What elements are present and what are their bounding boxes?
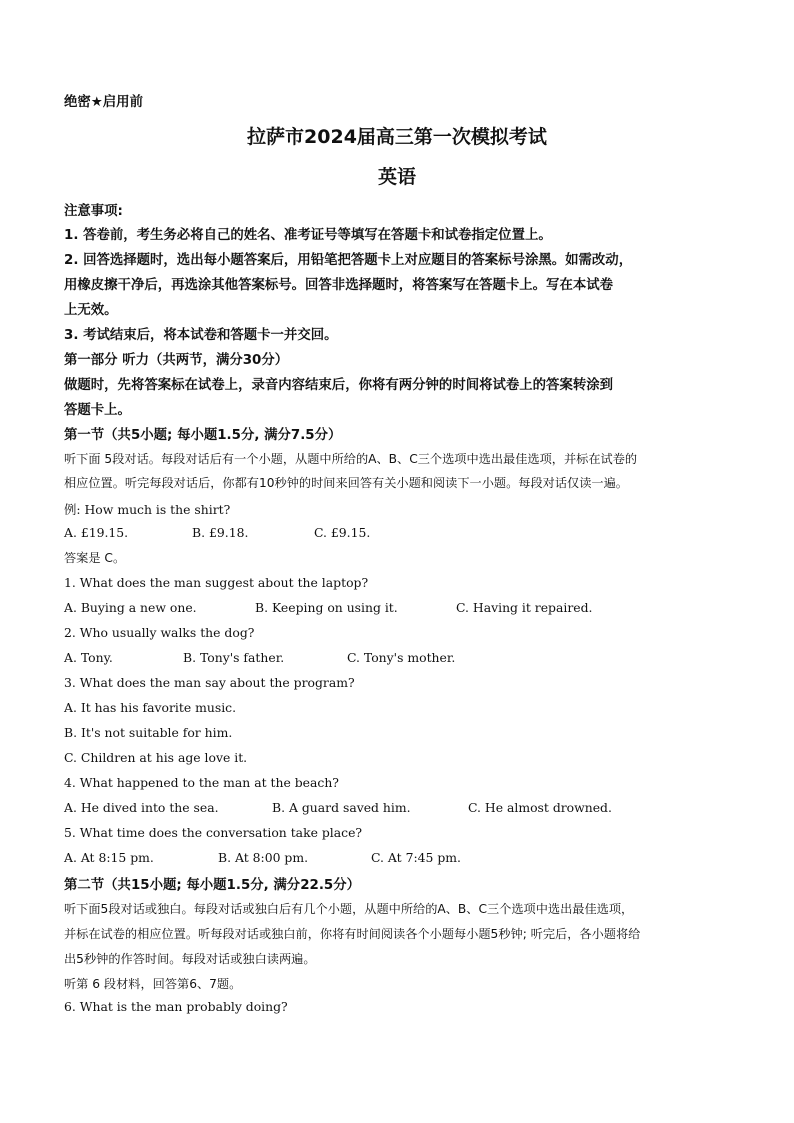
- section1-instr-a: 听下面 5段对话。每段对话后有一个小题，从题中所给的A、B、C三个选项中选出最佳选项，并标在试卷的: [64, 452, 638, 466]
- note-line-2b: 用橡皮擦干净后，再选涂其他答案标号。回答非选择题时，将答案写在答题卡上。写在本试卷: [64, 278, 614, 293]
- section1-instr-b: 相应位置。听完每段对话后，你都有10秒钟的时间来回答有关小题和阅读下一小题。每段对话仅读一遍。: [64, 476, 628, 490]
- section2-instr-c: 出5秒钟的作答时间。每段对话或独白读两遍。: [64, 952, 316, 966]
- q2-option-b: B. Tony's father.: [183, 650, 285, 665]
- q3-option-c: C. Children at his age love it.: [64, 750, 248, 765]
- confidential-label: 绝密★启用前: [64, 95, 143, 110]
- q4-option-c: C. He almost drowned.: [468, 800, 612, 815]
- question-4: 4. What happened to the man at the beach?: [64, 775, 339, 790]
- note-line-1: 1. 答卷前，考生务必将自己的姓名、准考证号等填写在答题卡和试卷指定位置上。: [64, 228, 552, 243]
- q2-option-a: A. Tony.: [64, 650, 113, 665]
- part1-heading: 第一部分 听力（共两节，满分30分）: [64, 353, 289, 368]
- part1-instr-a: 做题时，先将答案标在试卷上，录音内容结束后，你将有两分钟的时间将试卷上的答案转涂到: [64, 378, 614, 393]
- q2-option-c: C. Tony's mother.: [347, 650, 456, 665]
- question-5: 5. What time does the conversation take place?: [64, 825, 363, 840]
- note-line-2c: 上无效。: [64, 303, 118, 318]
- q4-option-b: B. A guard saved him.: [272, 800, 411, 815]
- material-6-label: 听第 6 段材料，回答第6、7题。: [64, 977, 242, 991]
- question-2: 2. Who usually walks the dog?: [64, 625, 255, 640]
- question-3: 3. What does the man say about the program?: [64, 675, 355, 690]
- section2-heading: 第二节（共15小题; 每小题1.5分, 满分22.5分）: [64, 878, 361, 893]
- q1-option-b: B. Keeping on using it.: [255, 600, 398, 615]
- example-option-c: C. £9.15.: [314, 525, 371, 540]
- example-option-a: A. £19.15.: [64, 525, 129, 540]
- question-6: 6. What is the man probably doing?: [64, 999, 288, 1014]
- subject-title: 英语: [377, 166, 416, 188]
- exam-title: 拉萨市2024届高三第一次模拟考试: [247, 126, 547, 148]
- q5-option-c: C. At 7:45 pm.: [371, 850, 461, 865]
- part1-instr-b: 答题卡上。: [64, 403, 131, 418]
- notes-heading: 注意事项:: [64, 204, 123, 219]
- section2-instr-b: 并标在试卷的相应位置。听每段对话或独白前，你将有时间阅读各个小题每小题5秒钟; 听完后，各小题将给: [64, 927, 641, 941]
- q3-option-a: A. It has his favorite music.: [64, 700, 237, 715]
- example-answer: 答案是 C。: [64, 551, 126, 565]
- section1-heading: 第一节（共5小题; 每小题1.5分, 满分7.5分）: [64, 428, 342, 443]
- question-1: 1. What does the man suggest about the laptop?: [64, 575, 369, 590]
- q1-option-c: C. Having it repaired.: [456, 600, 593, 615]
- q3-option-b: B. It's not suitable for him.: [64, 725, 233, 740]
- q5-option-b: B. At 8:00 pm.: [218, 850, 309, 865]
- q1-option-a: A. Buying a new one.: [64, 600, 197, 615]
- note-line-3: 3. 考试结束后，将本试卷和答题卡一并交回。: [64, 328, 338, 343]
- q4-option-a: A. He dived into the sea.: [64, 800, 219, 815]
- example-option-b: B. £9.18.: [192, 525, 249, 540]
- example-question: 例: How much is the shirt?: [64, 502, 231, 517]
- q5-option-a: A. At 8:15 pm.: [64, 850, 154, 865]
- note-line-2a: 2. 回答选择题时，选出每小题答案后，用铅笔把答题卡上对应题目的答案标号涂黑。如需改动，: [64, 253, 633, 268]
- section2-instr-a: 听下面5段对话或独白。每段对话或独白后有几个小题，从题中所给的A、B、C三个选项中选出最佳选项，: [64, 902, 634, 916]
